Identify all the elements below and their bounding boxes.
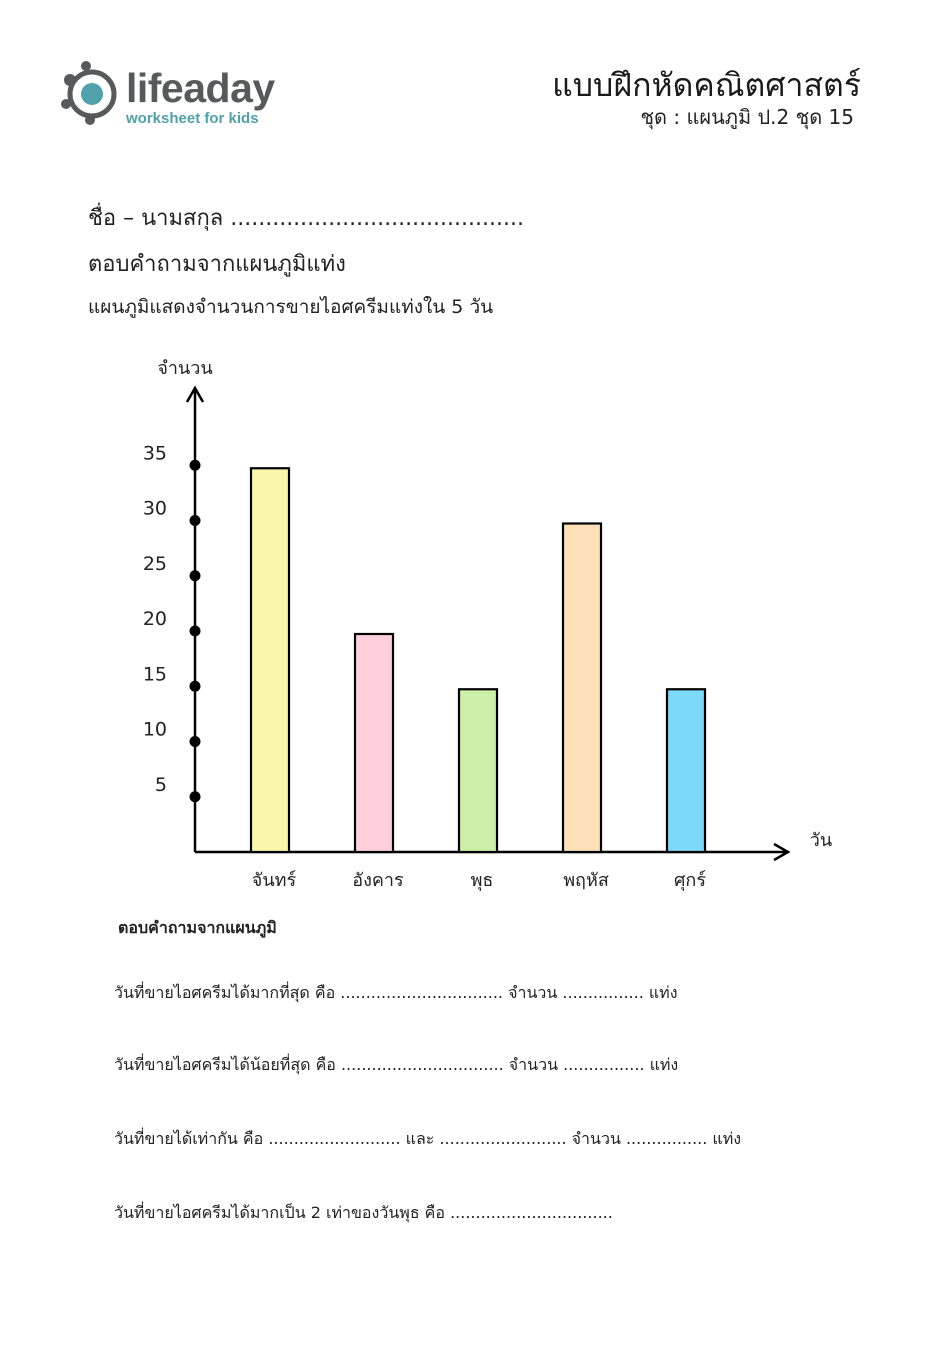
category-label: อังคาร <box>352 870 404 891</box>
questions-title: ตอบคำถามจากแผนภูมิ <box>118 918 277 937</box>
logo-mark-icon <box>58 58 128 138</box>
lifeaday-logo <box>58 58 298 138</box>
y-tick-label: 20 <box>142 608 167 630</box>
instruction-text: ตอบคำถามจากแผนภูมิแท่ง <box>88 252 346 277</box>
y-tick-dot <box>190 460 201 471</box>
y-tick-label: 15 <box>142 663 167 686</box>
category-label: ศุกร์ <box>674 870 706 891</box>
question-1[interactable]: วันที่ขายไอศครีมได้มากที่สุด คือ ................................ จำนวน ................ แท่ง <box>114 983 678 1002</box>
y-tick-label: 10 <box>142 718 167 741</box>
y-axis-label: จำนวน <box>157 358 213 379</box>
logo-wordmark: lifeaday <box>126 65 275 111</box>
bar <box>459 689 497 852</box>
y-tick-label: 30 <box>142 497 167 520</box>
sheet-title: แบบฝึกหัดคณิตศาสตร์ <box>552 66 861 104</box>
bar-chart <box>120 350 840 895</box>
sheet-subtitle: ชุด : แผนภูมิ ป.2 ชุด 15 <box>640 105 854 129</box>
y-tick-dot <box>190 791 201 802</box>
y-tick-dot <box>190 736 201 747</box>
x-axis-label: วัน <box>809 830 833 851</box>
y-tick-dot <box>190 626 201 637</box>
category-label: พฤหัส <box>563 870 609 891</box>
question-2[interactable]: วันที่ขายไอศครีมได้น้อยที่สุด คือ ................................ จำนวน ................ แท่ง <box>114 1055 679 1074</box>
logo-tagline: worksheet for kids <box>126 110 259 127</box>
question-4[interactable]: วันที่ขายไอศครีมได้มากเป็น 2 เท่าของวันพุธ คือ ................................ <box>114 1203 613 1222</box>
y-tick-dot <box>190 570 201 581</box>
bar <box>251 468 289 852</box>
category-label: พุธ <box>470 870 494 891</box>
y-tick-label: 35 <box>142 442 167 465</box>
y-tick-label: 5 <box>154 773 167 796</box>
y-tick-dot <box>190 681 201 692</box>
bar <box>667 689 705 852</box>
bar <box>355 634 393 852</box>
question-3[interactable]: วันที่ขายได้เท่ากัน คือ .......................... และ ......................... จำนวน ................ แท่ง <box>114 1129 742 1148</box>
y-tick-dot <box>190 515 201 526</box>
chart-caption: แผนภูมิแสดงจำนวนการขายไอศครีมแท่งใน 5 วัน <box>88 296 494 318</box>
bar <box>563 524 601 853</box>
name-field-line[interactable]: ชื่อ – นามสกุล .......................................... <box>88 206 524 231</box>
y-tick-label: 25 <box>142 552 167 575</box>
category-label: จันทร์ <box>251 870 297 891</box>
